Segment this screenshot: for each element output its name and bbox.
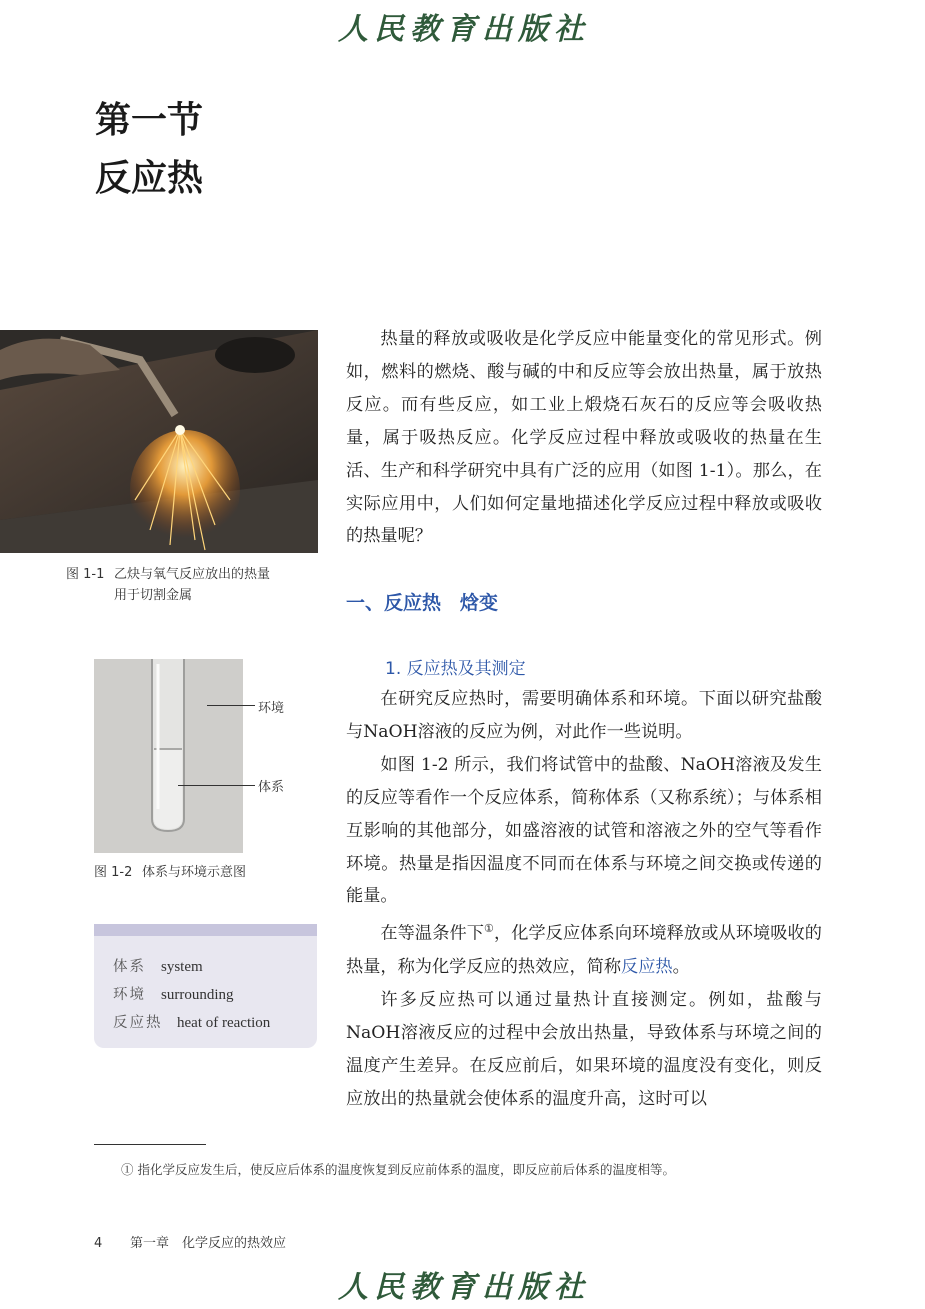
- glossary-item: 反应热 heat of reaction: [113, 1015, 271, 1031]
- figure-1-1-caption-line1: 乙炔与氧气反应放出的热量: [114, 567, 271, 582]
- glossary-item: 环境 surrounding: [113, 987, 234, 1003]
- term-reaction-heat: 反应热: [621, 956, 673, 977]
- intro-paragraph: 热量的释放或吸收是化学反应中能量变化的常见形式。例如，燃料的燃烧、酸与碱的中和反应等会放出热量，属于放热反应。而有些反应，如工业上煅烧石灰石的反应等会吸收热量，属于吸热反应。化学反应过程中释放或吸收的热量在生活、生产和科学研究中具有广泛的应用（如图 1-1）。那么，在实际应用中，人们如何定量地描述化学反应过程中释放或吸收的热量呢？: [346, 329, 822, 547]
- glossary-header-bar: [94, 924, 317, 936]
- publisher-logo-top: 人民教育出版社: [338, 12, 590, 47]
- body-text: [346, 683, 822, 1116]
- heading-level1: 一、反应热 焓变: [346, 592, 499, 614]
- body-paragraph-3: 在等温条件下①，化学反应体系向环境释放或从环境吸收的热量，称为化学反应的热效应，简称反应热。: [346, 922, 822, 977]
- footnote-rule: [94, 1144, 206, 1145]
- figure-1-2-test-tube: [94, 659, 243, 853]
- body-paragraph-1: 在研究反应热时，需要明确体系和环境。下面以研究盐酸与NaOH溶液的反应为例，对此作一些说明。: [346, 689, 822, 742]
- figure-1-1-number: 图 1-1: [66, 567, 105, 582]
- section-title: [95, 92, 203, 208]
- footnote-reference[interactable]: ①: [484, 922, 494, 936]
- publisher-logo-bottom: 人民教育出版社: [338, 1270, 590, 1305]
- figure-1-1-photo: [0, 330, 318, 553]
- footnote: ① 指化学反应发生后，使反应后体系的温度恢复到反应前体系的温度，即反应前后体系的温度相等。: [121, 1162, 675, 1177]
- test-tube-illustration: [94, 659, 243, 853]
- figure-1-1-caption: [66, 564, 270, 606]
- page-number: 4: [94, 1236, 103, 1251]
- heading-level2: 1. 反应热及其测定: [385, 659, 526, 679]
- section-number: 第一节: [95, 100, 204, 141]
- environment-pointer-line: [207, 705, 255, 706]
- glossary-box: [94, 924, 317, 1048]
- chapter-name: 第一章 化学反应的热效应: [130, 1236, 287, 1251]
- body-paragraph-2: 如图 1-2 所示，我们将试管中的盐酸、NaOH溶液及发生的反应等看作一个反应体系，简称体系（又称系统）；与体系相互影响的其他部分，如盛溶液的试管和溶液之外的空气等看作环境。热量是指因温度不同而在体系与环境之间交换或传递的能量。: [346, 754, 822, 907]
- system-pointer-line: [178, 785, 255, 786]
- figure-1-1-caption-line2: 用于切割金属: [114, 588, 193, 603]
- label-system: 体系: [258, 780, 285, 795]
- section-heading: 反应热: [95, 158, 204, 199]
- page-footer: [94, 1232, 286, 1251]
- figure-1-2-caption-text: 体系与环境示意图: [142, 865, 247, 880]
- figure-1-2-caption: [94, 862, 246, 883]
- label-environment: 环境: [258, 701, 285, 716]
- glossary-item: 体系 system: [113, 959, 203, 975]
- figure-1-2-number: 图 1-2: [94, 865, 133, 880]
- cutting-torch-illustration: [0, 330, 318, 553]
- body-paragraph-4: 许多反应热可以通过量热计直接测定。例如，盐酸与NaOH溶液反应的过程中会放出热量，导致体系与环境之间的温度产生差异。在反应前后，如果环境的温度没有变化，则反应放出的热量就会使体系的温度升高，这时可以: [346, 989, 822, 1109]
